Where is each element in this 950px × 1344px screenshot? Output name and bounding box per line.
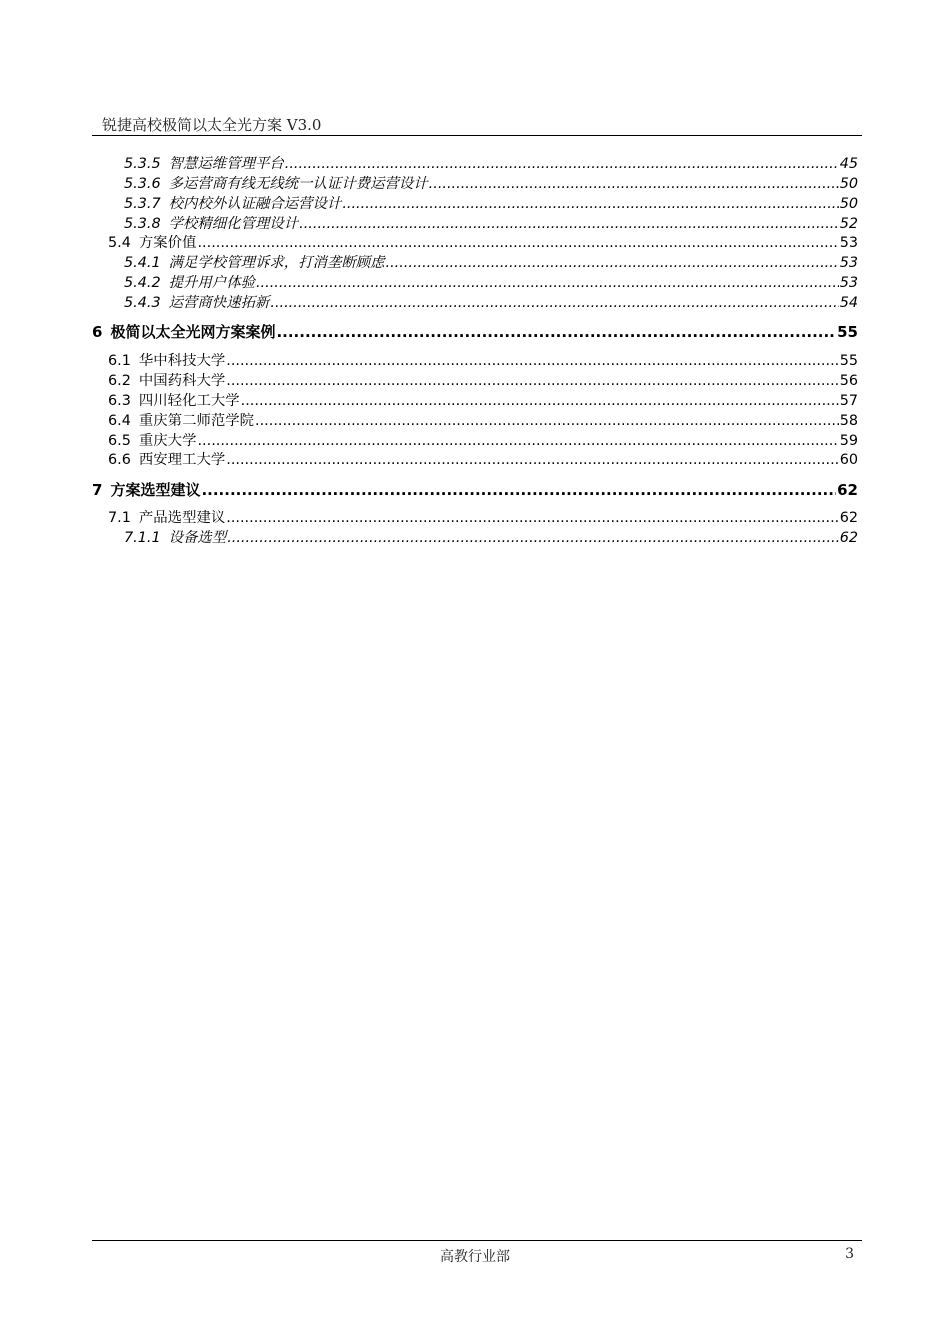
toc-entry-page: 58 bbox=[839, 413, 858, 429]
toc-entry-page: 50 bbox=[839, 176, 858, 192]
toc-entry[interactable] bbox=[92, 480, 858, 500]
toc-entry-number: 6.4 bbox=[108, 413, 131, 429]
toc-entry-page: 50 bbox=[839, 196, 858, 212]
toc-entry[interactable] bbox=[108, 450, 858, 470]
toc-entry[interactable] bbox=[108, 351, 858, 371]
toc-dot-leader bbox=[201, 480, 836, 500]
toc-entry-number: 6.1 bbox=[108, 353, 131, 369]
toc-entry[interactable] bbox=[108, 411, 858, 431]
toc-dot-leader bbox=[270, 293, 838, 313]
toc-entry-title: 方案价值 bbox=[138, 235, 197, 251]
toc-entry-title: 西安理工大学 bbox=[138, 452, 226, 468]
toc-entry-page: 55 bbox=[837, 323, 858, 341]
toc-entry-title: 多运营商有线无线统一认证计费运营设计 bbox=[168, 176, 428, 192]
header-divider bbox=[92, 135, 862, 136]
footer-page-number: 3 bbox=[845, 1246, 854, 1262]
toc-entry[interactable] bbox=[124, 293, 858, 313]
toc-dot-leader bbox=[429, 174, 839, 194]
toc-dot-leader bbox=[255, 411, 839, 431]
toc-entry-page: 53 bbox=[839, 235, 858, 251]
toc-dot-leader bbox=[241, 391, 839, 411]
toc-entry-page: 53 bbox=[839, 255, 858, 271]
toc-entry-page: 52 bbox=[839, 216, 858, 232]
toc-entry-number: 5.3.8 bbox=[124, 216, 161, 232]
toc-entry-number: 5.3.7 bbox=[124, 196, 161, 212]
toc-entry[interactable] bbox=[92, 322, 858, 342]
toc-entry-title: 重庆大学 bbox=[138, 433, 197, 449]
toc-entry-title: 华中科技大学 bbox=[138, 353, 226, 369]
toc-entry-number: 5.3.5 bbox=[124, 156, 161, 172]
toc-entry[interactable] bbox=[124, 174, 858, 194]
toc-entry[interactable] bbox=[124, 194, 858, 214]
toc-entry-number: 6 bbox=[92, 323, 103, 341]
toc-entry-title: 中国药科大学 bbox=[138, 373, 226, 389]
toc-entry-number: 6.6 bbox=[108, 452, 131, 468]
footer-divider bbox=[92, 1240, 862, 1241]
toc-entry[interactable] bbox=[108, 431, 858, 451]
toc-entry-title: 满足学校管理诉求，打消垄断顾虑 bbox=[168, 255, 385, 271]
toc-entry-number: 7 bbox=[92, 481, 103, 499]
toc-entry[interactable] bbox=[108, 508, 858, 528]
toc-dot-leader bbox=[342, 194, 838, 214]
toc-dot-leader bbox=[386, 253, 839, 273]
toc-entry-title: 四川轻化工大学 bbox=[138, 393, 240, 409]
toc-entry-title: 极简以太全光网方案案例 bbox=[110, 323, 276, 341]
header-title: 锐捷高校极简以太全光方案 V3.0 bbox=[102, 116, 322, 134]
toc-entry-number: 5.4.2 bbox=[124, 275, 161, 291]
toc-entry-page: 62 bbox=[837, 481, 858, 499]
toc-entry[interactable] bbox=[108, 391, 858, 411]
toc-entry-page: 54 bbox=[839, 295, 858, 311]
footer-department: 高教行业部 bbox=[440, 1249, 510, 1265]
toc-entry-page: 62 bbox=[839, 510, 858, 526]
toc-entry-page: 57 bbox=[839, 393, 858, 409]
toc-entry-number: 5.4 bbox=[108, 235, 131, 251]
toc-entry-page: 56 bbox=[839, 373, 858, 389]
toc-dot-leader bbox=[276, 322, 836, 342]
toc-dot-leader bbox=[285, 154, 839, 174]
toc-entry-number: 6.5 bbox=[108, 433, 131, 449]
toc-entry-page: 59 bbox=[839, 433, 858, 449]
toc-entry[interactable] bbox=[124, 273, 858, 293]
toc-entry-title: 重庆第二师范学院 bbox=[138, 413, 255, 429]
toc-entry-page: 55 bbox=[839, 353, 858, 369]
toc-entry-page: 62 bbox=[839, 530, 858, 546]
toc-entry-number: 7.1.1 bbox=[124, 530, 161, 546]
toc-entry-title: 产品选型建议 bbox=[138, 510, 226, 526]
toc-entry[interactable] bbox=[124, 154, 858, 174]
toc-entry-page: 60 bbox=[839, 452, 858, 468]
toc-entry[interactable] bbox=[124, 214, 858, 234]
toc-dot-leader bbox=[226, 508, 838, 528]
toc-entry-title: 校内校外认证融合运营设计 bbox=[168, 196, 342, 212]
toc-entry-number: 5.4.1 bbox=[124, 255, 161, 271]
toc-entry-title: 运营商快速拓新 bbox=[168, 295, 270, 311]
toc-entry[interactable] bbox=[124, 528, 858, 548]
toc-entry[interactable] bbox=[124, 253, 858, 273]
toc-dot-leader bbox=[197, 233, 838, 253]
toc-dot-leader bbox=[226, 450, 838, 470]
toc-entry-title: 提升用户体验 bbox=[168, 275, 255, 291]
toc-entry[interactable] bbox=[108, 371, 858, 391]
toc-dot-leader bbox=[227, 528, 838, 548]
toc-dot-leader bbox=[299, 214, 839, 234]
toc-entry[interactable] bbox=[108, 233, 858, 253]
toc-entry-page: 45 bbox=[839, 156, 858, 172]
toc-entry-number: 5.4.3 bbox=[124, 295, 161, 311]
toc-entry-title: 学校精细化管理设计 bbox=[168, 216, 299, 232]
toc-entry-title: 设备选型 bbox=[168, 530, 227, 546]
toc-entry-number: 6.2 bbox=[108, 373, 131, 389]
toc-entry-title: 智慧运维管理平台 bbox=[168, 156, 284, 172]
toc-dot-leader bbox=[197, 431, 838, 451]
toc-entry-page: 53 bbox=[839, 275, 858, 291]
toc-entry-number: 7.1 bbox=[108, 510, 131, 526]
toc-entry-number: 5.3.6 bbox=[124, 176, 161, 192]
toc-dot-leader bbox=[226, 371, 838, 391]
toc-entry-title: 方案选型建议 bbox=[110, 481, 201, 499]
toc-dot-leader bbox=[226, 351, 838, 371]
toc-dot-leader bbox=[256, 273, 839, 293]
toc-entry-number: 6.3 bbox=[108, 393, 131, 409]
